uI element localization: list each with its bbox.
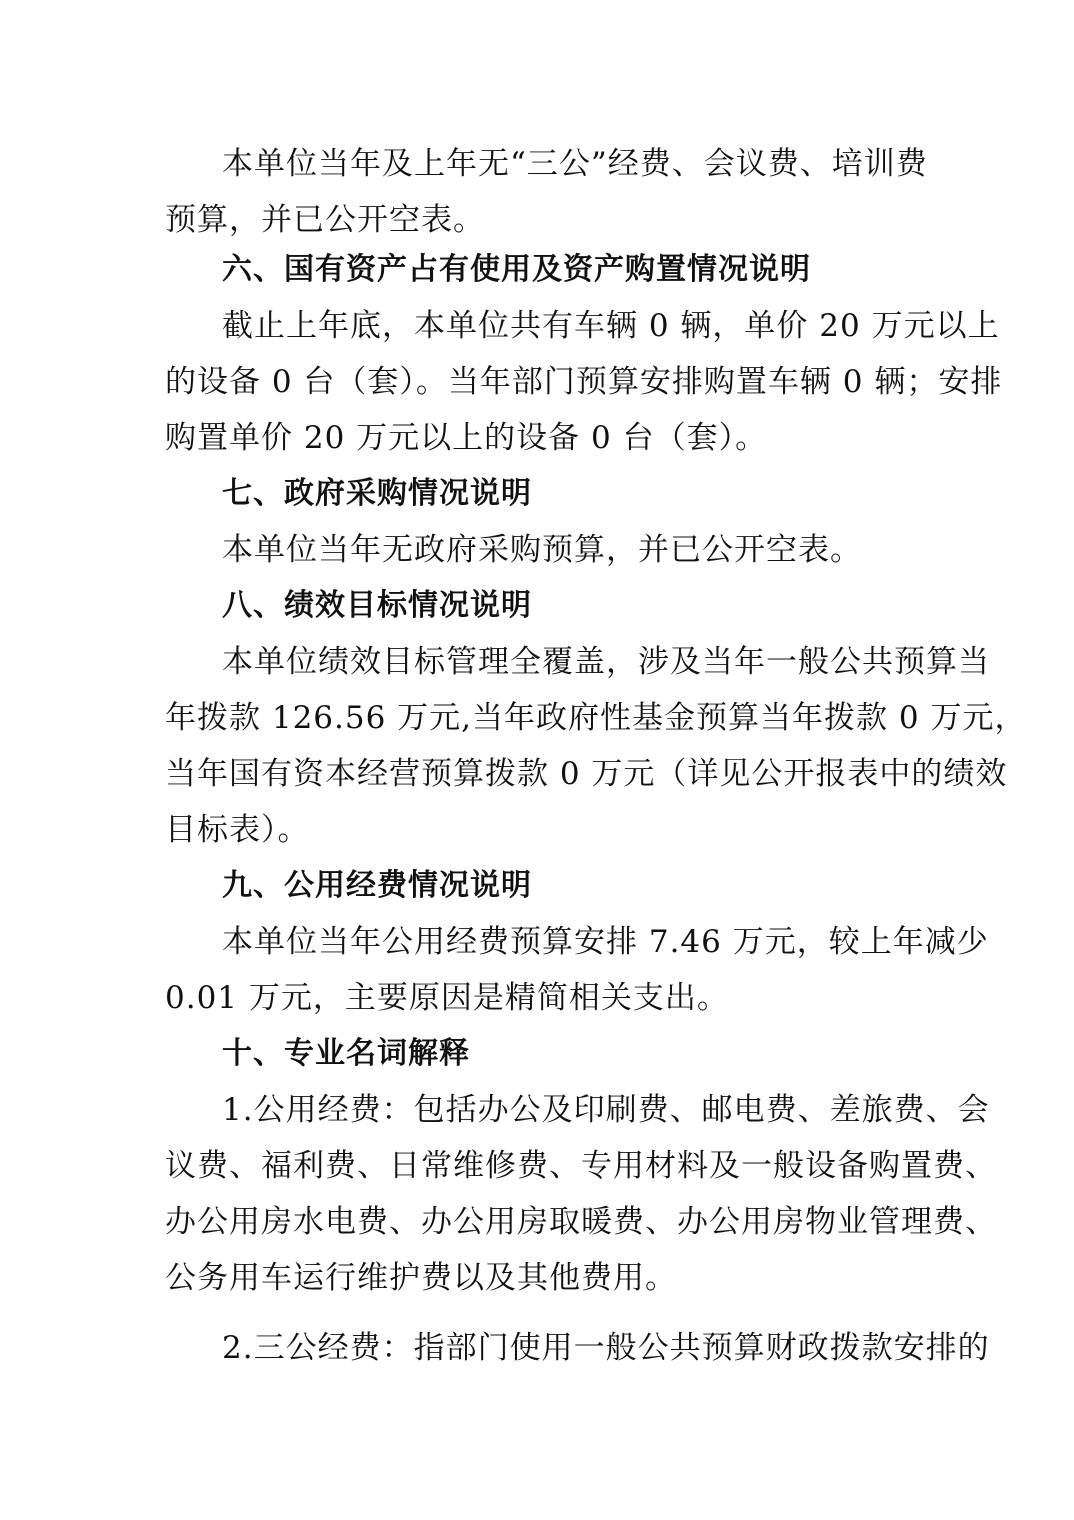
section-heading: 七、政府采购情况说明 xyxy=(222,476,532,511)
paragraph-line: 截止上年底，本单位共有车辆 0 辆，单价 20 万元以上 xyxy=(222,308,1000,344)
paragraph-line: 办公用房水电费、办公用房取暖费、办公用房物业管理费、 xyxy=(165,1204,997,1240)
paragraph-line: 当年国有资本经营预算拨款 0 万元（详见公开报表中的绩效 xyxy=(165,756,1008,792)
section-heading: 八、绩效目标情况说明 xyxy=(222,588,532,623)
paragraph-line: 购置单价 20 万元以上的设备 0 台（套）。 xyxy=(165,420,768,456)
paragraph-line: 0.01 万元，主要原因是精简相关支出。 xyxy=(165,980,729,1016)
section-heading: 六、国有资产占有使用及资产购置情况说明 xyxy=(222,252,811,287)
paragraph-line: 本单位当年及上年无“三公”经费、会议费、培训费 xyxy=(222,146,928,182)
paragraph-line: 议费、福利费、日常维修费、专用材料及一般设备购置费、 xyxy=(165,1148,997,1184)
paragraph-line: 本单位当年公用经费预算安排 7.46 万元，较上年减少 xyxy=(222,924,989,960)
paragraph-line: 2.三公经费：指部门使用一般公共预算财政拨款安排的 xyxy=(222,1330,990,1366)
paragraph-line: 的设备 0 台（套）。当年部门预算安排购置车辆 0 辆；安排 xyxy=(165,364,1003,400)
paragraph-line: 公务用车运行维护费以及其他费用。 xyxy=(165,1260,677,1296)
section-heading: 九、公用经费情况说明 xyxy=(222,868,532,903)
paragraph-line: 本单位绩效目标管理全覆盖，涉及当年一般公共预算当 xyxy=(222,644,990,680)
paragraph-line: 1.公用经费：包括办公及印刷费、邮电费、差旅费、会 xyxy=(222,1092,990,1128)
paragraph-line: 年拨款 126.56 万元,当年政府性基金预算当年拨款 0 万元， xyxy=(165,700,1027,736)
paragraph-line: 预算，并已公开空表。 xyxy=(165,202,485,238)
section-heading: 十、专业名词解释 xyxy=(222,1036,470,1071)
paragraph-line: 目标表）。 xyxy=(165,812,310,848)
paragraph-line: 本单位当年无政府采购预算，并已公开空表。 xyxy=(222,532,862,568)
